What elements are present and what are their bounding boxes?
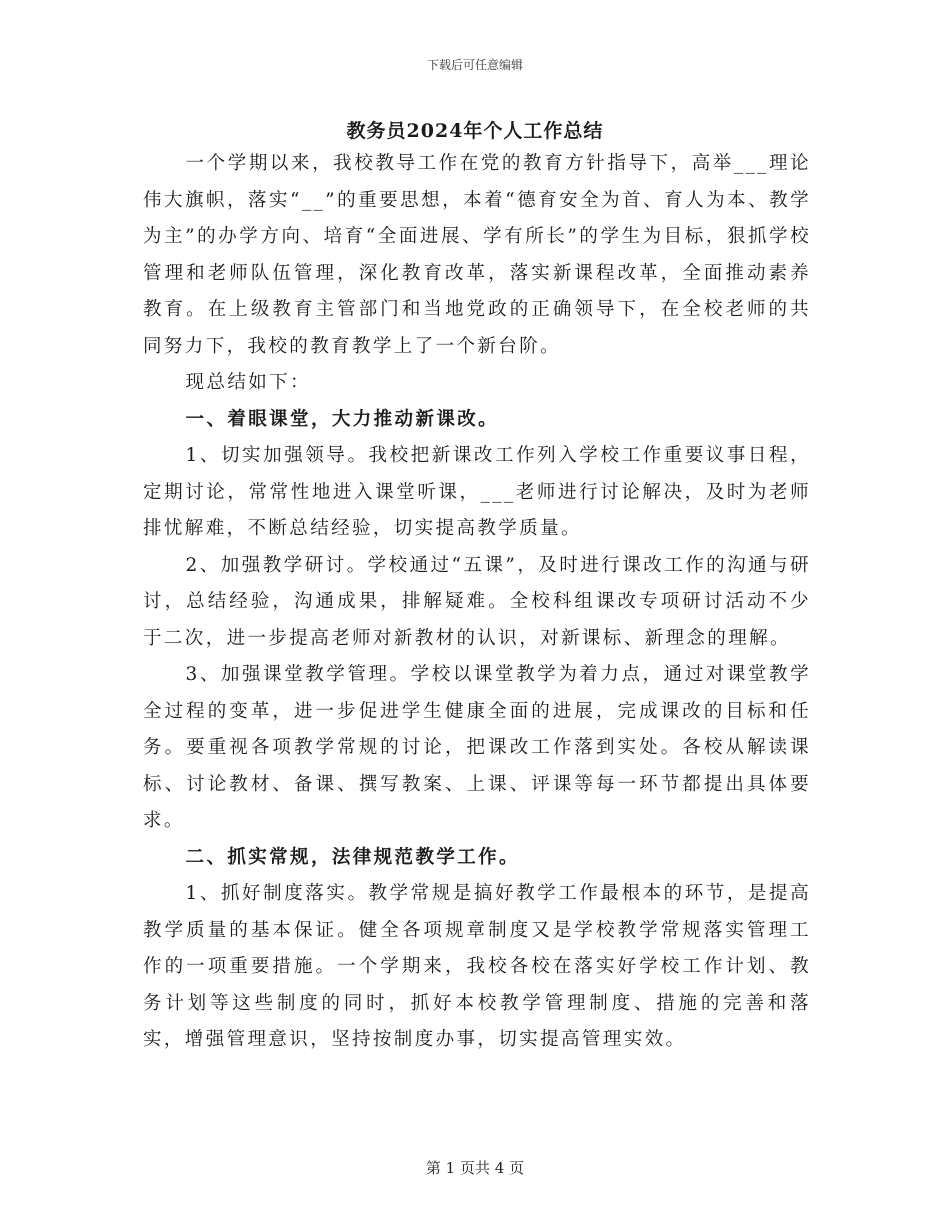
document-body	[143, 146, 811, 1059]
paragraph-summary-lead: 现总结如下：	[185, 372, 311, 393]
paragraph-item: 2、加强教学研讨。学校通过“五课”，及时进行课改工作的沟通与研讨，总结经验，沟通成果，排解疑难。全校科组课改专项研讨活动不少于二次，进一步提高老师对新教材的认识，对新课标、新理念的理解。	[143, 554, 811, 649]
paragraph-item: 1、抓好制度落实。教学常规是搞好教学工作最根本的环节，是提高教学质量的基本保证。健全各项规章制度又是学校教学常规落实管理工作的一项重要措施。一个学期来，我校各校在落实好学校工作计划、教务计划等这些制度的同时，抓好本校教学管理制度、措施的完善和落实，增强管理意识，坚持按制度办事，切实提高管理实效。	[143, 883, 811, 1050]
page-footer: 第 1 页共 4 页	[425, 1159, 525, 1177]
paragraph-item: 3、加强课堂教学管理。学校以课堂教学为着力点，通过对课堂教学全过程的变革，进一步促进学生健康全面的进展，完成课改的目标和任务。要重视各项教学常规的讨论，把课改工作落到实处。各校从解读课标、讨论教材、备课、撰写教案、上课、评课等每一环节都提出具体要求。	[143, 664, 811, 831]
section-heading-1: 一、着眼课堂，大力推动新课改。	[185, 408, 500, 430]
paragraph-item: 1、切实加强领导。我校把新课改工作列入学校工作重要议事日程，定期讨论，常常性地进入课堂听课，___老师进行讨论解决，及时为老师排忧解难，不断总结经验，切实提高教学质量。	[143, 445, 811, 539]
paragraph-intro: 一个学期以来，我校教导工作在党的教育方针指导下，高举___理论伟大旗帜，落实“__”的重要思想，本着“德育安全为首、育人为本、教学为主”的办学方向、培育“全面进展、学有所长”的学生为目标，狠抓学校管理和老师队伍管理，深化教育改革，落实新课程改革，全面推动素养教育。在上级教育主管部门和当地党政的正确领导下，在全校老师的共同努力下，我校的教育教学上了一个新台阶。	[143, 153, 811, 357]
header-note: 下载后可任意编辑	[426, 58, 523, 72]
document-title: 教务员2024年个人工作总结	[346, 120, 604, 142]
section-heading-2: 二、抓实常规，法律规范教学工作。	[185, 846, 520, 868]
